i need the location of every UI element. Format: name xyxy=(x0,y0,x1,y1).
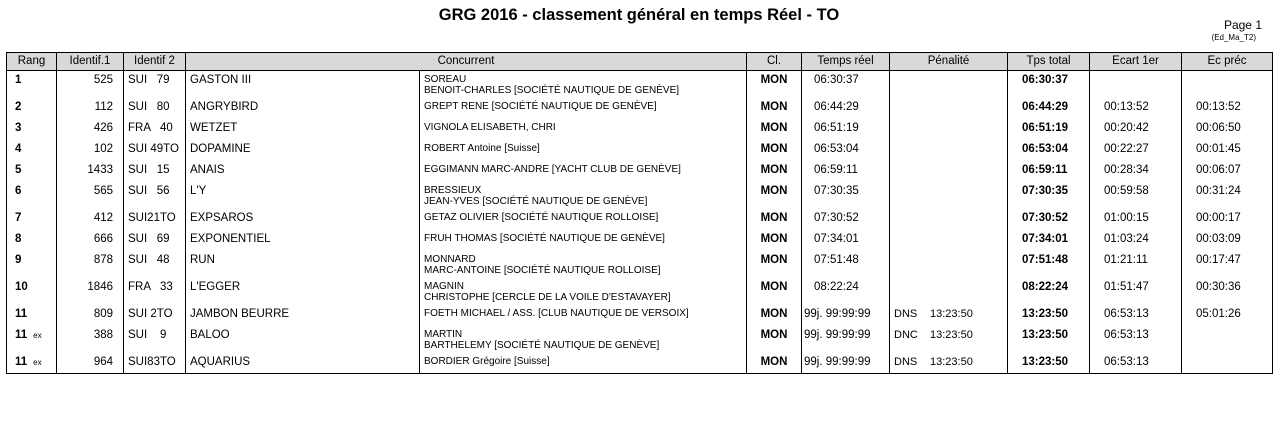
identif2-cell: SUI21TO xyxy=(124,209,186,230)
rank-value: 5 xyxy=(15,163,22,176)
rank-value: 2 xyxy=(15,100,22,113)
boat-name-cell: ANGRYBIRD xyxy=(186,98,420,119)
identif1-cell: 426 xyxy=(57,119,124,140)
column-header-ec-prec: Ec préc xyxy=(1182,53,1273,71)
column-header-identif1: Identif.1 xyxy=(57,53,124,71)
crew-line-1: MONNARD xyxy=(424,253,476,265)
identif1-cell: 809 xyxy=(57,305,124,326)
boat-name-cell: EXPONENTIEL xyxy=(186,230,420,251)
identif1-cell: 102 xyxy=(57,140,124,161)
rank-value: 10 xyxy=(15,280,28,293)
identif1-cell: 1846 xyxy=(57,278,124,305)
rank-cell xyxy=(7,230,57,251)
identif2-cell: SUI 79 xyxy=(124,71,186,98)
table-row xyxy=(7,230,1273,251)
gap-first-cell: 00:59:58 xyxy=(1090,182,1182,209)
page-title: GRG 2016 - classement général en temps Réel - TO xyxy=(438,6,840,24)
gap-previous-cell: 00:01:45 xyxy=(1182,140,1273,161)
penalty-cell xyxy=(890,230,1008,251)
table-row xyxy=(7,119,1273,140)
crew-line-2: MARC-ANTOINE [SOCIÉTÉ NAUTIQUE ROLLOISE] xyxy=(424,264,661,276)
page-number: Page 1 xyxy=(1223,18,1262,32)
gap-first-cell: 06:53:13 xyxy=(1090,305,1182,326)
boat-name-cell: L'EGGER xyxy=(186,278,420,305)
gap-first-cell: 01:21:11 xyxy=(1090,251,1182,278)
column-header-ecart-1er: Ecart 1er xyxy=(1090,53,1182,71)
total-time-cell: 06:44:29 xyxy=(1008,98,1090,119)
column-header-class: Cl. xyxy=(747,53,802,71)
boat-name-cell: GASTON III xyxy=(186,71,420,98)
page-code: (Ed_Ma_T2) xyxy=(1211,33,1256,42)
class-cell: MON xyxy=(747,71,802,98)
penalty-code: DNC xyxy=(894,328,918,341)
penalty-time: 13:23:50 xyxy=(930,355,973,368)
rank-value: 11 xyxy=(15,307,28,320)
table-row xyxy=(7,71,1273,98)
total-time-cell: 07:30:35 xyxy=(1008,182,1090,209)
class-cell: MON xyxy=(747,230,802,251)
boat-name-cell: AQUARIUS xyxy=(186,353,420,374)
rank-value: 7 xyxy=(15,211,22,224)
penalty-cell xyxy=(890,161,1008,182)
real-time-cell: 07:30:35 xyxy=(802,182,890,209)
crew-cell xyxy=(420,119,747,140)
total-time-cell: 13:23:50 xyxy=(1008,305,1090,326)
table-row xyxy=(7,251,1273,278)
rank-value: 11 xyxy=(15,328,28,341)
real-time-cell: 99j. 99:99:99 xyxy=(802,353,890,374)
gap-previous-cell: 00:31:24 xyxy=(1182,182,1273,209)
penalty-cell xyxy=(890,353,1008,374)
total-time-cell: 08:22:24 xyxy=(1008,278,1090,305)
identif1-cell: 388 xyxy=(57,326,124,353)
rank-value: 11 xyxy=(15,355,28,368)
class-cell: MON xyxy=(747,161,802,182)
crew-line-1: GETAZ OLIVIER [SOCIÉTÉ NAUTIQUE ROLLOISE] xyxy=(424,211,659,223)
table-row xyxy=(7,140,1273,161)
gap-previous-cell: 00:17:47 xyxy=(1182,251,1273,278)
crew-line-1: BRESSIEUX xyxy=(424,184,482,196)
crew-line-1: FOETH MICHAEL / ASS. [CLUB NAUTIQUE DE VERSOIX] xyxy=(424,307,689,319)
gap-first-cell: 00:28:34 xyxy=(1090,161,1182,182)
rank-cell xyxy=(7,119,57,140)
class-cell: MON xyxy=(747,305,802,326)
gap-previous-cell: 00:30:36 xyxy=(1182,278,1273,305)
rank-value: 6 xyxy=(15,184,22,197)
boat-name-cell: WETZET xyxy=(186,119,420,140)
crew-cell xyxy=(420,161,747,182)
penalty-cell xyxy=(890,140,1008,161)
real-time-cell: 06:44:29 xyxy=(802,98,890,119)
boat-name-cell: ANAIS xyxy=(186,161,420,182)
identif1-cell: 412 xyxy=(57,209,124,230)
rank-ex-marker: ex xyxy=(33,357,42,367)
class-cell: MON xyxy=(747,326,802,353)
total-time-cell: 06:30:37 xyxy=(1008,71,1090,98)
rank-cell xyxy=(7,305,57,326)
rank-value: 4 xyxy=(15,142,22,155)
class-cell: MON xyxy=(747,119,802,140)
total-time-cell: 07:30:52 xyxy=(1008,209,1090,230)
gap-first-cell: 01:03:24 xyxy=(1090,230,1182,251)
identif2-cell: SUI 56 xyxy=(124,182,186,209)
table-header-row xyxy=(7,53,1273,71)
crew-cell xyxy=(420,278,747,305)
crew-line-1: VIGNOLA ELISABETH, CHRI xyxy=(424,121,556,133)
table-row xyxy=(7,326,1273,353)
boat-name-cell: DOPAMINE xyxy=(186,140,420,161)
boat-name-cell: JAMBON BEURRE xyxy=(186,305,420,326)
rank-cell xyxy=(7,353,57,374)
crew-line-1: SOREAU xyxy=(424,74,467,85)
rank-value: 9 xyxy=(15,253,22,266)
crew-cell xyxy=(420,251,747,278)
crew-line-2: CHRISTOPHE [CERCLE DE LA VOILE D'ESTAVAYER] xyxy=(424,291,671,303)
real-time-cell: 07:51:48 xyxy=(802,251,890,278)
crew-line-2: BENOIT-CHARLES [SOCIÉTÉ NAUTIQUE DE GENÈVE] xyxy=(424,85,680,96)
identif1-cell: 1433 xyxy=(57,161,124,182)
gap-first-cell: 00:13:52 xyxy=(1090,98,1182,119)
rank-value: 3 xyxy=(15,121,22,134)
gap-previous-cell: 00:03:09 xyxy=(1182,230,1273,251)
rank-cell xyxy=(7,182,57,209)
gap-previous-cell: 00:06:50 xyxy=(1182,119,1273,140)
total-time-cell: 07:34:01 xyxy=(1008,230,1090,251)
gap-first-cell xyxy=(1090,71,1182,98)
penalty-cell xyxy=(890,98,1008,119)
class-cell: MON xyxy=(747,251,802,278)
gap-first-cell: 06:53:13 xyxy=(1090,326,1182,353)
identif2-cell: FRA 40 xyxy=(124,119,186,140)
boat-name-cell: L'Y xyxy=(186,182,420,209)
column-header-identif2: Identif 2 xyxy=(124,53,186,71)
identif1-cell: 565 xyxy=(57,182,124,209)
gap-previous-cell xyxy=(1182,353,1273,374)
crew-line-2: BARTHELEMY [SOCIÉTÉ NAUTIQUE DE GENÈVE] xyxy=(424,339,660,351)
real-time-cell: 06:51:19 xyxy=(802,119,890,140)
rank-cell xyxy=(7,251,57,278)
real-time-cell: 06:59:11 xyxy=(802,161,890,182)
crew-cell xyxy=(420,71,747,98)
rank-cell xyxy=(7,326,57,353)
gap-first-cell: 06:53:13 xyxy=(1090,353,1182,374)
rank-value: 1 xyxy=(15,74,22,86)
identif2-cell: SUI83TO xyxy=(124,353,186,374)
gap-previous-cell: 00:13:52 xyxy=(1182,98,1273,119)
class-cell: MON xyxy=(747,278,802,305)
penalty-cell xyxy=(890,182,1008,209)
boat-name-cell: EXPSAROS xyxy=(186,209,420,230)
crew-line-1: ROBERT Antoine [Suisse] xyxy=(424,142,540,154)
total-time-cell: 06:51:19 xyxy=(1008,119,1090,140)
penalty-code: DNS xyxy=(894,355,918,368)
total-time-cell: 07:51:48 xyxy=(1008,251,1090,278)
rank-cell xyxy=(7,98,57,119)
total-time-cell: 06:59:11 xyxy=(1008,161,1090,182)
penalty-cell xyxy=(890,305,1008,326)
identif2-cell: SUI 9 xyxy=(124,326,186,353)
class-cell: MON xyxy=(747,353,802,374)
boat-name-cell: BALOO xyxy=(186,326,420,353)
penalty-cell xyxy=(890,209,1008,230)
penalty-time: 13:23:50 xyxy=(930,328,973,341)
total-time-cell: 06:53:04 xyxy=(1008,140,1090,161)
gap-first-cell: 01:51:47 xyxy=(1090,278,1182,305)
rank-value: 8 xyxy=(15,232,22,245)
crew-cell xyxy=(420,326,747,353)
boat-name-cell: RUN xyxy=(186,251,420,278)
table-row xyxy=(7,98,1273,119)
gap-previous-cell: 00:06:07 xyxy=(1182,161,1273,182)
column-header-tps-total: Tps total xyxy=(1008,53,1090,71)
crew-cell xyxy=(420,182,747,209)
crew-line-1: MAGNIN xyxy=(424,280,464,292)
table-row xyxy=(7,182,1273,209)
crew-line-1: EGGIMANN MARC-ANDRE [YACHT CLUB DE GENÈVE] xyxy=(424,163,681,175)
real-time-cell: 07:30:52 xyxy=(802,209,890,230)
identif2-cell: SUI 15 xyxy=(124,161,186,182)
table-row xyxy=(7,353,1273,374)
rank-cell xyxy=(7,140,57,161)
crew-cell xyxy=(420,209,747,230)
crew-cell xyxy=(420,230,747,251)
identif2-cell: SUI 48 xyxy=(124,251,186,278)
penalty-time: 13:23:50 xyxy=(930,307,973,320)
identif1-cell: 525 xyxy=(57,71,124,98)
identif2-cell: FRA 33 xyxy=(124,278,186,305)
identif2-cell: SUI 49TO xyxy=(124,140,186,161)
crew-cell xyxy=(420,353,747,374)
real-time-cell: 06:53:04 xyxy=(802,140,890,161)
identif1-cell: 878 xyxy=(57,251,124,278)
gap-first-cell: 00:20:42 xyxy=(1090,119,1182,140)
total-time-cell: 13:23:50 xyxy=(1008,326,1090,353)
crew-cell xyxy=(420,140,747,161)
column-header-concurrent: Concurrent xyxy=(186,53,747,71)
identif1-cell: 964 xyxy=(57,353,124,374)
rank-cell xyxy=(7,209,57,230)
rank-cell xyxy=(7,161,57,182)
real-time-cell: 07:34:01 xyxy=(802,230,890,251)
identif2-cell: SUI 80 xyxy=(124,98,186,119)
crew-line-1: FRUH THOMAS [SOCIÉTÉ NAUTIQUE DE GENÈVE] xyxy=(424,232,665,244)
class-cell: MON xyxy=(747,140,802,161)
gap-previous-cell: 05:01:26 xyxy=(1182,305,1273,326)
penalty-cell xyxy=(890,326,1008,353)
total-time-cell: 13:23:50 xyxy=(1008,353,1090,374)
table-row xyxy=(7,305,1273,326)
identif1-cell: 112 xyxy=(57,98,124,119)
real-time-cell: 99j. 99:99:99 xyxy=(802,305,890,326)
penalty-cell xyxy=(890,278,1008,305)
gap-previous-cell xyxy=(1182,326,1273,353)
gap-previous-cell xyxy=(1182,71,1273,98)
class-cell: MON xyxy=(747,209,802,230)
column-header-rang: Rang xyxy=(7,53,57,71)
penalty-cell xyxy=(890,119,1008,140)
real-time-cell: 06:30:37 xyxy=(802,71,890,98)
gap-first-cell: 00:22:27 xyxy=(1090,140,1182,161)
crew-cell xyxy=(420,98,747,119)
results-table xyxy=(6,52,1273,374)
rank-cell xyxy=(7,278,57,305)
identif1-cell: 666 xyxy=(57,230,124,251)
crew-line-1: BORDIER Grégoire [Suisse] xyxy=(424,355,550,367)
rank-ex-marker: ex xyxy=(33,330,42,340)
class-cell: MON xyxy=(747,182,802,209)
crew-line-2: JEAN-YVES [SOCIÉTÉ NAUTIQUE DE GENÈVE] xyxy=(424,195,648,207)
real-time-cell: 08:22:24 xyxy=(802,278,890,305)
gap-previous-cell: 00:00:17 xyxy=(1182,209,1273,230)
penalty-code: DNS xyxy=(894,307,918,320)
identif2-cell: SUI 69 xyxy=(124,230,186,251)
rank-cell xyxy=(7,71,57,98)
penalty-cell xyxy=(890,71,1008,98)
identif2-cell: SUI 2TO xyxy=(124,305,186,326)
crew-line-1: MARTIN xyxy=(424,328,463,340)
real-time-cell: 99j. 99:99:99 xyxy=(802,326,890,353)
class-cell: MON xyxy=(747,98,802,119)
crew-line-1: GREPT RENE [SOCIÉTÉ NAUTIQUE DE GENÈVE] xyxy=(424,100,657,112)
crew-cell xyxy=(420,305,747,326)
table-row xyxy=(7,161,1273,182)
penalty-cell xyxy=(890,251,1008,278)
gap-first-cell: 01:00:15 xyxy=(1090,209,1182,230)
table-row xyxy=(7,278,1273,305)
column-header-temps-reel: Temps réel xyxy=(802,53,890,71)
column-header-penalite: Pénalité xyxy=(890,53,1008,71)
table-row xyxy=(7,209,1273,230)
